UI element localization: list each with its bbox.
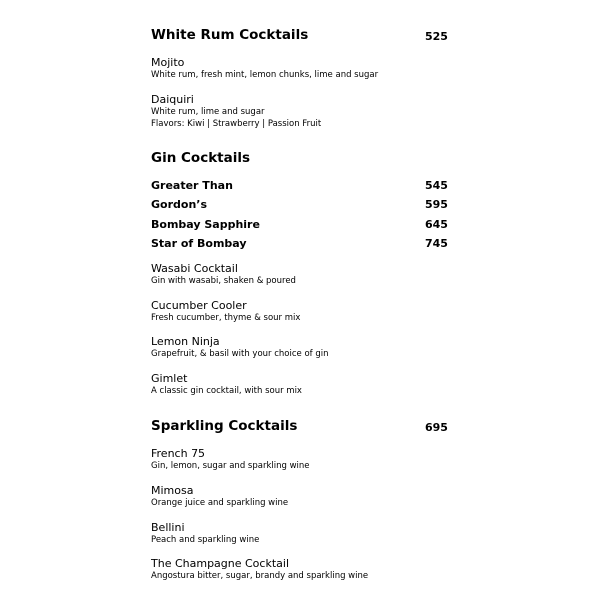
menu-item-champagne-cocktail [151,557,368,582]
menu-item-lemon-ninja [151,335,329,360]
menu-item-mojito [151,56,378,81]
section-price-white-rum: 525 [425,30,448,43]
gin-brand-star-of-bombay: Star of Bombay [151,237,247,250]
item-description: Gin with wasabi, shaken & poured [151,276,296,286]
item-name: Cucumber Cooler [151,299,247,312]
item-name: Lemon Ninja [151,335,220,348]
item-flavors: Flavors: Kiwi | Strawberry | Passion Fruit [151,119,322,129]
menu-item-mimosa [151,484,288,509]
gin-brand-gordons: Gordon’s [151,198,207,211]
item-description: Fresh cucumber, thyme & sour mix [151,313,301,323]
menu-item-bellini [151,521,259,546]
gin-brand-price: 595 [425,198,448,211]
section-title-gin: Gin Cocktails [151,150,251,166]
item-name: Wasabi Cocktail [151,262,238,275]
item-description: Grapefruit, & basil with your choice of gin [151,349,329,359]
gin-brand-price: 745 [425,237,448,250]
menu-item-daiquiri [151,93,321,130]
gin-brand-greater-than: Greater Than [151,179,233,192]
gin-brand-price: 545 [425,179,448,192]
item-name: Daiquiri [151,93,194,106]
gin-brand-bombay-sapphire: Bombay Sapphire [151,218,260,231]
section-price-sparkling: 695 [425,421,448,434]
item-name: Bellini [151,521,185,534]
item-description: Angostura bitter, sugar, brandy and sparkling wine [151,571,369,581]
item-description: Orange juice and sparkling wine [151,498,289,508]
menu-item-gimlet [151,372,302,397]
item-name: Mimosa [151,484,194,497]
item-description: White rum, fresh mint, lemon chunks, lime and sugar [151,70,379,80]
menu-item-wasabi-cocktail [151,262,296,287]
gin-brand-price: 645 [425,218,448,231]
item-description: A classic gin cocktail, with sour mix [151,386,302,396]
menu-item-french-75 [151,447,310,472]
section-title-white-rum: White Rum Cocktails [151,27,309,43]
item-description: Gin, lemon, sugar and sparkling wine [151,461,310,471]
item-name: Gimlet [151,372,188,385]
menu-item-cucumber-cooler [151,299,300,324]
item-description: White rum, lime and sugar [151,107,265,117]
item-name: Mojito [151,56,185,69]
item-name: French 75 [151,447,206,460]
item-description: Peach and sparkling wine [151,535,260,545]
section-title-sparkling: Sparkling Cocktails [151,418,298,434]
item-name: The Champagne Cocktail [151,557,289,570]
